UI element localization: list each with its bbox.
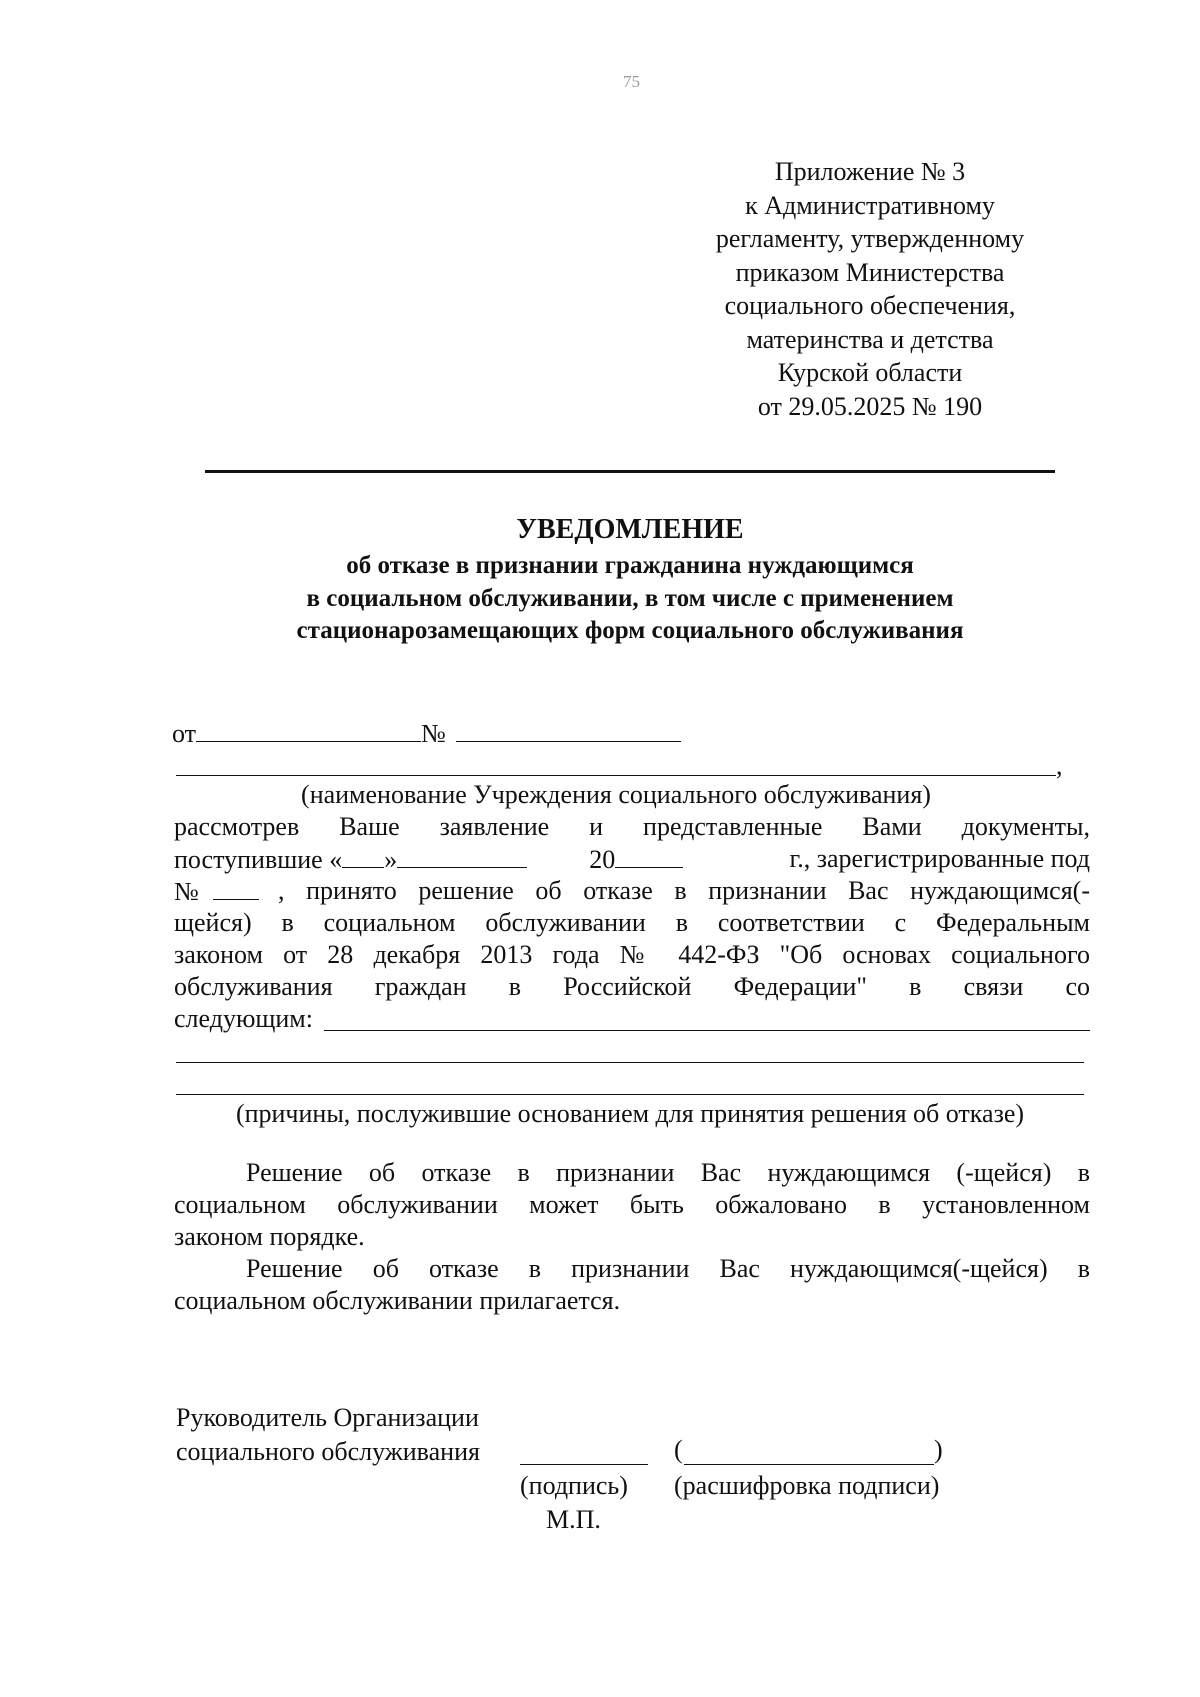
decoding-caption: (расшифровка подписи)	[674, 1471, 940, 1500]
title-subline: стационарозамещающих форм социального обслуживания	[296, 617, 964, 644]
reasons-blank[interactable]	[176, 1094, 1084, 1095]
appendix-line: материнства и детства	[746, 324, 994, 354]
title-subline: в социальном обслуживании, в том числе с применением	[306, 584, 954, 612]
body-line: обслуживания граждан в Российской Федерации" в связи со	[174, 972, 1090, 1001]
institution-caption: (наименование Учреждения социального обслуживания)	[301, 780, 931, 809]
paragraph-line: Решение об отказе в признании Вас нуждающимся (-щейся) в	[246, 1158, 1090, 1187]
seal-label: М.П.	[546, 1505, 601, 1534]
body-line: рассмотрев Ваше заявление и представленные Вами документы,	[174, 812, 1090, 841]
paragraph-line: законом порядке.	[174, 1222, 365, 1251]
from-label: от	[172, 719, 197, 748]
appendix-line: приказом Министерства	[735, 257, 1005, 287]
body-line: щейся) в социальном обслуживании в соответствии с Федеральным	[174, 908, 1090, 937]
body-line-received	[174, 843, 1090, 876]
header-divider	[205, 470, 1055, 473]
paragraph-line: социальном обслуживании прилагается.	[174, 1286, 621, 1315]
title-subline: об отказе в признании гражданина нуждающимся	[346, 552, 914, 579]
head-title-line: социального обслуживания	[176, 1437, 480, 1466]
decoding-paren-open: (	[674, 1435, 683, 1464]
reasons-blank[interactable]	[176, 1062, 1084, 1063]
title-main: УВЕДОМЛЕНИЕ	[516, 514, 744, 545]
signature-blank[interactable]	[520, 1464, 648, 1465]
month-blank[interactable]	[397, 843, 527, 868]
institution-blank[interactable]	[176, 775, 1056, 776]
paragraph-line: социальном обслуживании может быть обжаловано в установленном	[174, 1190, 1090, 1219]
received-label: поступившие «	[174, 845, 343, 874]
comma: ,	[1056, 751, 1063, 780]
body-line-number	[174, 875, 1090, 908]
date-blank[interactable]	[196, 717, 421, 742]
paragraph-line: Решение об отказе в признании Вас нуждающимся(-щейся) в	[246, 1254, 1090, 1283]
following-label: следующим:	[174, 1004, 313, 1033]
head-title-line: Руководитель Организации	[176, 1403, 479, 1432]
reg-number-label: №	[174, 877, 199, 906]
appendix-line: Курской области	[777, 358, 963, 387]
body-line: законом от 28 декабря 2013 года № 442-ФЗ "Об основах социального	[174, 940, 1090, 969]
decoding-blank[interactable]	[684, 1464, 934, 1465]
signature-caption: (подпись)	[520, 1471, 628, 1500]
year-prefix: 20	[589, 845, 616, 874]
reg-number-blank[interactable]	[213, 875, 259, 900]
appendix-line: регламенту, утвержденному	[715, 224, 1025, 253]
quote-close: »	[384, 845, 398, 874]
number-label: №	[421, 719, 446, 748]
page-number: 75	[623, 72, 640, 91]
decision-text: , принято решение об отказе в признании Вас нуждающимся(-	[278, 876, 1090, 905]
date-number-line	[172, 717, 681, 750]
reasons-blank[interactable]	[324, 1030, 1090, 1031]
appendix-line: социального обеспечения,	[724, 291, 1016, 320]
appendix-note	[680, 155, 1060, 423]
number-blank[interactable]	[456, 717, 681, 742]
appendix-line: от 29.05.2025 № 190	[757, 391, 983, 421]
decoding-paren-close: )	[934, 1435, 943, 1464]
document-title	[150, 510, 1110, 648]
year-blank[interactable]	[615, 843, 683, 868]
day-blank[interactable]	[342, 843, 384, 868]
appendix-line: к Административному	[745, 190, 995, 220]
reasons-caption: (причины, послужившие основанием для принятия решения об отказе)	[235, 1099, 1025, 1128]
appendix-line: Приложение № 3	[774, 157, 966, 186]
registered-label: г., зарегистрированные под	[789, 844, 1090, 873]
